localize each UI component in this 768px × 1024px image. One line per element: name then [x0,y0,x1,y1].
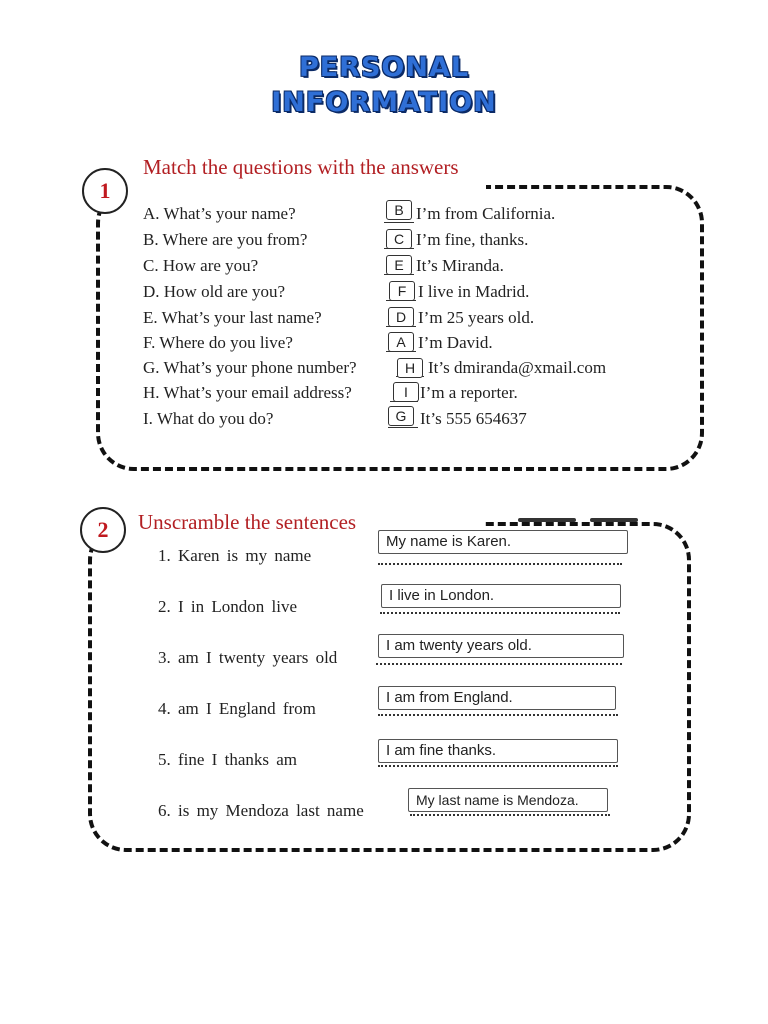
answer-5: I’m 25 years old. [418,308,535,327]
response-field-6[interactable]: My last name is Mendoza. [408,788,608,812]
section1-heading: Match the questions with the answers [143,155,459,179]
question-a: A. What’s your name? [143,204,296,223]
letter-box-4[interactable]: F [389,281,415,301]
question-g: G. What’s your phone number? [143,358,357,377]
section2-number: 2 [80,507,126,553]
answer-4: I live in Madrid. [418,282,530,301]
scrambled-sentence-3: 3. am I twenty years old [158,648,338,667]
scrambled-sentence-6: 6. is my Mendoza last name [158,801,364,820]
section2-heading: Unscramble the sentences [138,510,357,534]
answer-6: I’m David. [418,333,493,352]
title-line-1: PERSONAL [298,52,470,83]
answer-3: It’s Miranda. [416,256,504,275]
scrambled-sentence-5: 5. fine I thanks am [158,750,297,769]
question-d: D. How old are you? [143,282,286,301]
response-field-2[interactable]: I live in London. [381,584,621,608]
scrambled-sentence-4: 4. am I England from [158,699,316,718]
scrambled-sentence-2: 2. I in London live [158,597,298,616]
letter-box-9[interactable]: G [388,406,414,426]
response-field-5[interactable]: I am fine thanks. [378,739,618,763]
title-line-2: INFORMATION [271,87,497,118]
question-i: I. What do you do? [143,409,274,428]
answer-8: I’m a reporter. [420,383,518,402]
question-e: E. What’s your last name? [143,308,322,327]
letter-box-1[interactable]: B [386,200,412,220]
section1-number: 1 [82,168,128,214]
answer-1: I’m from California. [416,204,556,223]
response-field-4[interactable]: I am from England. [378,686,616,710]
question-b: B. Where are you from? [143,230,308,249]
question-h: H. What’s your email address? [143,383,352,402]
question-f: F. Where do you live? [143,333,293,352]
answer-9: It’s 555 654637 [420,409,527,428]
letter-box-8[interactable]: I [393,382,419,402]
question-c: C. How are you? [143,256,259,275]
response-field-3[interactable]: I am twenty years old. [378,634,624,658]
response-field-1[interactable]: My name is Karen. [378,530,628,554]
answer-7: It’s dmiranda@xmail.com [428,358,607,377]
letter-box-5[interactable]: D [388,307,414,327]
letter-box-2[interactable]: C [386,229,412,249]
letter-box-3[interactable]: E [386,255,412,275]
letter-box-7[interactable]: H [397,358,423,378]
scrambled-sentence-1: 1. Karen is my name [158,546,312,565]
letter-box-6[interactable]: A [388,332,414,352]
answer-2: I’m fine, thanks. [416,230,529,249]
